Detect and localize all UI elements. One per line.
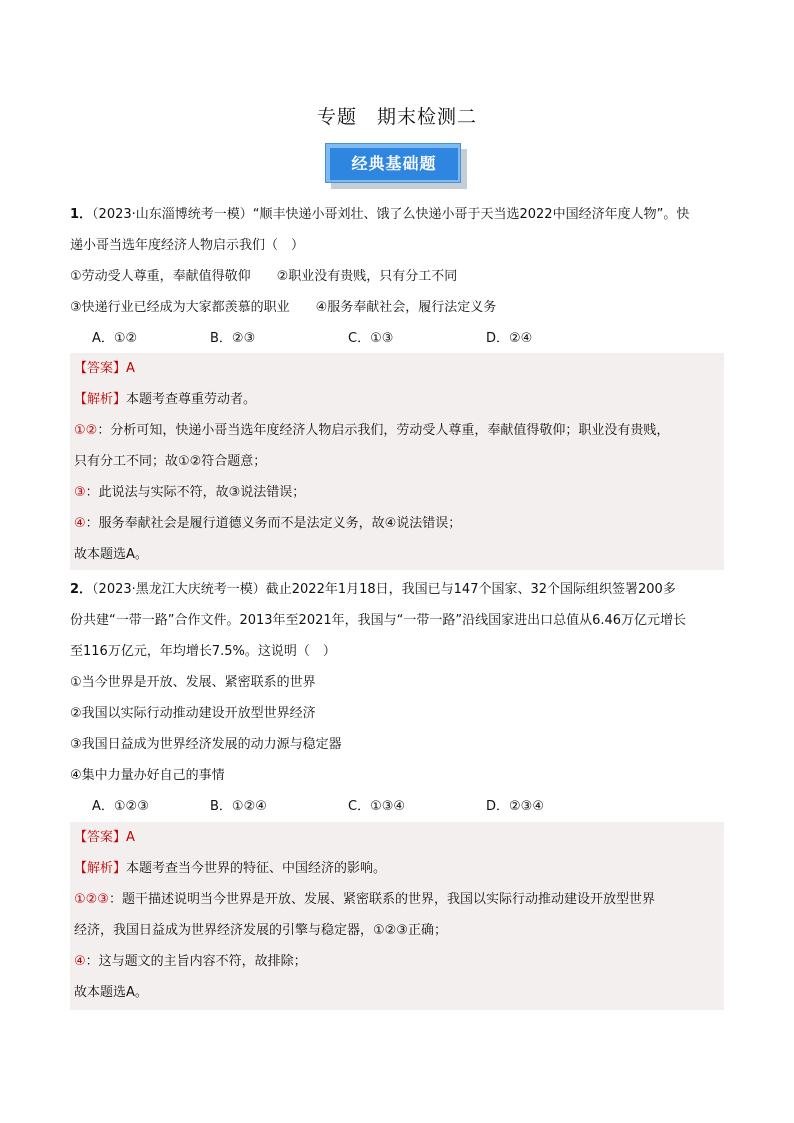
statement-line: ①当今世界是开放、发展、紧密联系的世界	[70, 675, 316, 690]
conclusion: 故本题选A。	[74, 985, 148, 1000]
answer-tag: 【答案】	[74, 830, 127, 845]
question-1	[70, 199, 725, 354]
option-c[interactable]: C．①③	[348, 331, 394, 346]
badge-frame	[325, 143, 461, 183]
answer-line	[70, 822, 724, 853]
options-row	[70, 323, 725, 354]
option-b[interactable]: B．①②④	[210, 799, 267, 814]
statement-line: ③我国日益成为世界经济发展的动力源与稳定器	[70, 737, 342, 752]
option-c[interactable]: C．①③④	[348, 799, 406, 814]
question-2-stem-cont: 份共建“一带一路”合作文件。2013年至2021年，我国与“一带一路”沿线国家进出口总值从6.46万亿元增长	[70, 613, 687, 628]
conclusion: 故本题选A。	[74, 547, 148, 562]
analysis-paragraph: ④：服务奉献社会是履行道德义务而不是法定义务，故④说法错误；	[74, 516, 462, 531]
answer-value: A	[126, 361, 135, 376]
analysis-line: 【解析】本题考查当今世界的特征、中国经济的影响。	[74, 861, 387, 876]
answer-box-1	[70, 353, 724, 570]
options-row	[70, 791, 725, 822]
analysis-mark: ③	[74, 485, 86, 500]
analysis-tag: 【解析】	[74, 861, 127, 876]
answer-box-2	[70, 822, 724, 1010]
option-a[interactable]: A．①②③	[92, 799, 149, 814]
statement-line: ③快递行业已经成为大家都羡慕的职业 ④服务奉献社会，履行法定义务	[70, 300, 497, 315]
question-2-stem-cont: 至116万亿元，年均增长7.5%。这说明（ ）	[70, 644, 336, 659]
question-2-stem: 2．（2023·黑龙江大庆统考一模）截止2022年1月18日，我国已与147个国家、32个国际组织签署200多	[70, 582, 676, 597]
option-b[interactable]: B．②③	[210, 331, 256, 346]
question-1-stem-cont: 递小哥当选年度经济人物启示我们（ ）	[70, 238, 305, 253]
statement-line: ④集中力量办好自己的事情	[70, 768, 225, 783]
question-number: 1．	[70, 207, 93, 222]
page-title: 专题 期末检测二	[316, 106, 477, 128]
analysis-tag: 【解析】	[74, 392, 127, 407]
badge-label: 经典基础题	[330, 148, 458, 180]
answer-line	[70, 353, 724, 384]
analysis-mark: ④	[74, 954, 86, 969]
option-d[interactable]: D．②③④	[486, 799, 544, 814]
analysis-paragraph: ①②：分析可知，快递小哥当选年度经济人物启示我们，劳动受人尊重，奉献值得敬仰；职业没有贵贱，	[74, 423, 670, 438]
statement-line: ①劳动受人尊重，奉献值得敬仰 ②职业没有贵贱，只有分工不同	[70, 269, 458, 284]
analysis-paragraph: ①②③：题干描述说明当今世界是开放、发展、紧密联系的世界，我国以实际行动推动建设开放型世界	[74, 892, 655, 907]
analysis-paragraph: ③：此说法与实际不符，故③说法错误；	[74, 485, 306, 500]
question-2	[70, 574, 725, 822]
analysis-paragraph-cont: 经济，我国日益成为世界经济发展的引擎与稳定器，①②③正确；	[74, 923, 447, 938]
section-badge	[325, 143, 467, 189]
statement-line: ②我国以实际行动推动建设开放型世界经济	[70, 706, 316, 721]
analysis-paragraph-cont: 只有分工不同；故①②符合题意；	[74, 454, 267, 469]
answer-value: A	[126, 830, 135, 845]
option-d[interactable]: D．②④	[486, 331, 533, 346]
analysis-mark: ①②	[74, 423, 98, 438]
answer-tag: 【答案】	[74, 361, 127, 376]
question-number: 2．	[70, 582, 93, 597]
question-1-stem: 1．（2023·山东淄博统考一模）“顺丰快递小哥刘壮、饿了么快递小哥于天当选2022中国经济年度人物”。快	[70, 207, 690, 222]
analysis-mark: ①②③	[74, 892, 109, 907]
analysis-mark: ④	[74, 516, 86, 531]
analysis-paragraph: ④：这与题文的主旨内容不符，故排除；	[74, 954, 307, 969]
analysis-line: 【解析】本题考查尊重劳动者。	[74, 392, 257, 407]
option-a[interactable]: A．①②	[92, 331, 138, 346]
